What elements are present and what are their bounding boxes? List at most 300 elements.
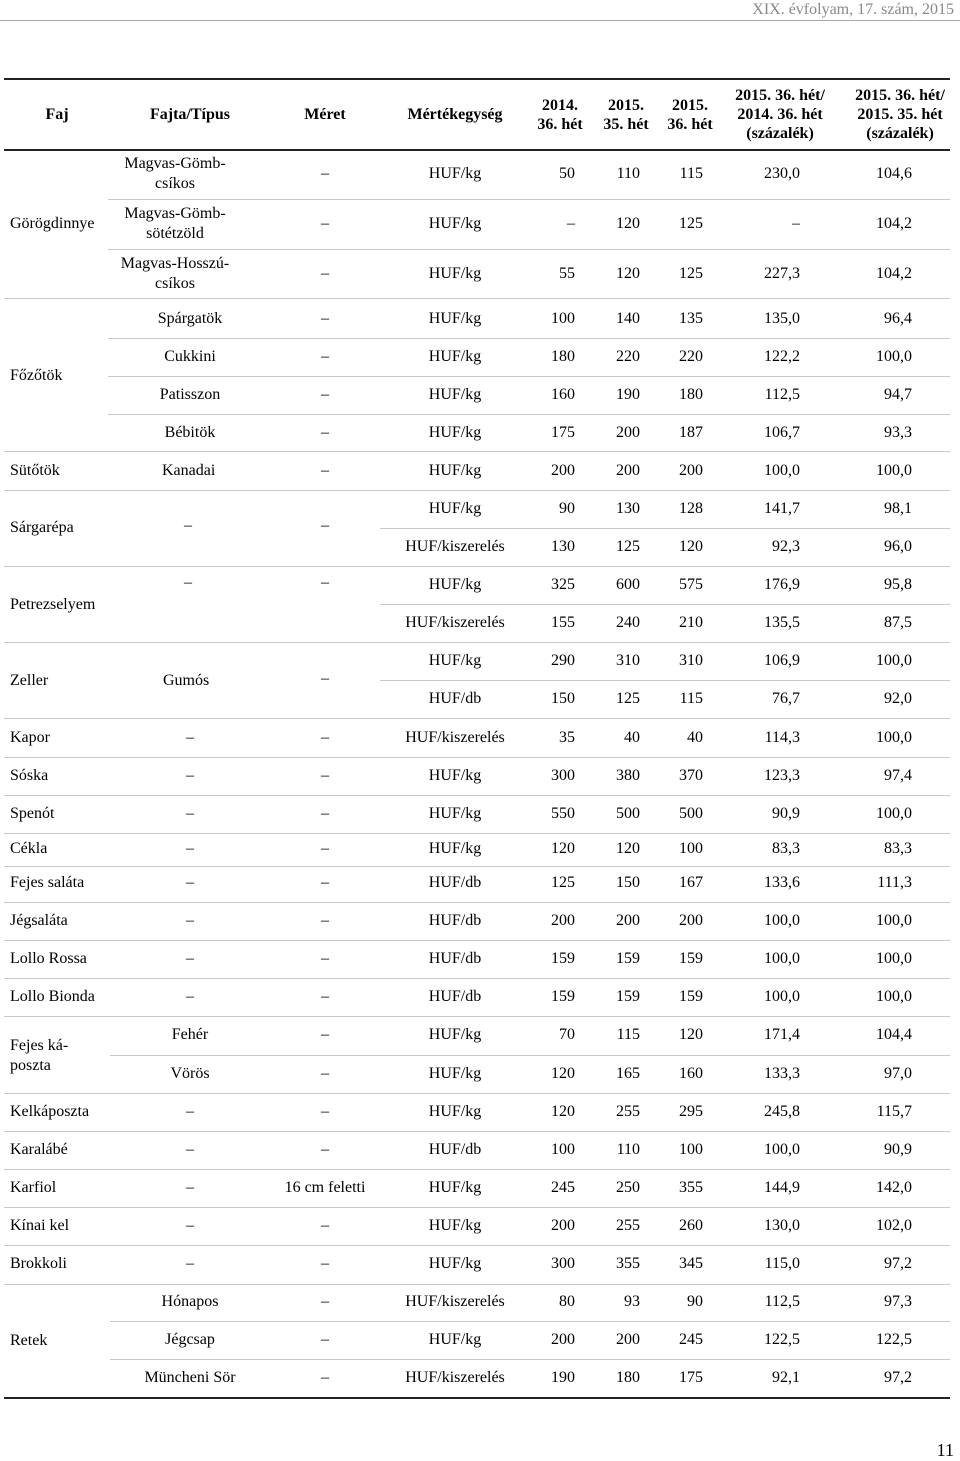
cell-p2: 100,0 [876, 729, 912, 746]
cell-size: – [321, 1255, 329, 1272]
cell-v1: 55 [559, 265, 575, 282]
cell-v3: 167 [679, 874, 703, 891]
cell-p1: 100,0 [764, 1141, 800, 1158]
cell-v2: 110 [616, 165, 640, 182]
cell-p1: 122,2 [764, 348, 800, 365]
cell-p1: 83,3 [772, 840, 800, 857]
cell-v2: 150 [616, 874, 640, 891]
cell-p2: 104,2 [876, 215, 912, 232]
cell-v3: 220 [679, 348, 703, 365]
header-w3-line1: 2015. [672, 97, 708, 114]
cell-unit: HUF/kg [428, 1217, 482, 1234]
header-rule [0, 20, 960, 21]
cell-v2: 40 [624, 729, 640, 746]
cell-unit: HUF/kg [428, 215, 482, 232]
cell-p1: 176,9 [764, 576, 800, 593]
cell-p1: 100,0 [764, 950, 800, 967]
cell-size: – [321, 165, 329, 182]
cell-unit: HUF/kg [428, 165, 482, 182]
cell-species: Sóska [10, 767, 49, 784]
species-fozotok: Főzőtök [10, 367, 63, 384]
cell-v3: 260 [679, 1217, 703, 1234]
cell-v1: 150 [551, 690, 575, 707]
cell-p2: 97,2 [884, 1369, 912, 1386]
cell-unit: HUF/db [428, 1141, 482, 1158]
cell-v2: 120 [616, 840, 640, 857]
cell-size: – [321, 1065, 329, 1082]
cell-size: – [321, 1141, 329, 1158]
cell-v1: 80 [559, 1293, 575, 1310]
cell-p1: – [792, 215, 800, 232]
cell-v3: 370 [679, 767, 703, 784]
cell-size: – [321, 310, 329, 327]
row-divider [108, 414, 950, 415]
cell-species: Lollo Bionda [10, 988, 95, 1005]
cell-p1: 100,0 [764, 462, 800, 479]
row-divider [4, 1245, 950, 1246]
cell-v3: 575 [679, 576, 703, 593]
cell-species: Lollo Rossa [10, 950, 87, 967]
cell-type: – [186, 805, 194, 822]
cell-v1: 50 [559, 165, 575, 182]
cell-p1: 123,3 [764, 767, 800, 784]
cell-p1: 133,3 [764, 1065, 800, 1082]
header-w1-line1: 2014. [542, 97, 578, 114]
cell-v2: 200 [616, 462, 640, 479]
cell-unit: HUF/kg [428, 576, 482, 593]
row-divider [110, 1055, 950, 1056]
cell-v3: 120 [679, 1026, 703, 1043]
cell-v3: 200 [679, 912, 703, 929]
cell-v1: 35 [559, 729, 575, 746]
cell-v2: 200 [616, 424, 640, 441]
row-divider [4, 642, 950, 643]
cell-type: Jégcsap [165, 1331, 215, 1348]
cell-p2: 96,0 [884, 538, 912, 555]
header-w2-line2: 35. hét [603, 116, 649, 133]
cell-v1: 159 [551, 950, 575, 967]
cell-unit: HUF/kg [428, 1331, 482, 1348]
cell-v1: 300 [551, 1255, 575, 1272]
cell-v2: 120 [616, 215, 640, 232]
cell-size: – [321, 988, 329, 1005]
cell-unit: HUF/kg [428, 265, 482, 282]
cell-size: – [321, 1331, 329, 1348]
cell-v3: 125 [679, 265, 703, 282]
cell-type: – [186, 874, 194, 891]
cell-v3: 345 [679, 1255, 703, 1272]
row-divider [110, 1321, 950, 1322]
row-divider [4, 795, 950, 796]
cell-v1: 200 [551, 912, 575, 929]
cell-unit: HUF/kg [428, 1065, 482, 1082]
cell-type: – [186, 1255, 194, 1272]
cell-species: Brokkoli [10, 1255, 67, 1272]
cell-v2: 500 [616, 805, 640, 822]
cell-unit: HUF/kg [428, 462, 482, 479]
cell-size: – [321, 386, 329, 403]
cell-type: – [186, 988, 194, 1005]
cell-v1: – [567, 215, 575, 232]
cell-unit: HUF/kg [428, 652, 482, 669]
cell-size: – [321, 215, 329, 232]
header-p1 [720, 86, 840, 143]
cell-v1: 70 [559, 1026, 575, 1043]
cell-p1: 230,0 [764, 165, 800, 182]
cell-v3: 90 [687, 1293, 703, 1310]
cell-size: – [321, 912, 329, 929]
cell-p1: 106,7 [764, 424, 800, 441]
type-gumos: Gumós [163, 672, 210, 689]
cell-v1: 175 [551, 424, 575, 441]
cell-size: – [321, 840, 329, 857]
cell-p1: 100,0 [764, 988, 800, 1005]
cell-unit: HUF/kiszerelés [405, 614, 505, 631]
cell-type: – [186, 1179, 194, 1196]
cell-p2: 100,0 [876, 988, 912, 1005]
cell-p2: 100,0 [876, 462, 912, 479]
header-w3-line2: 36. hét [667, 116, 713, 133]
dash: – [321, 574, 329, 591]
row-divider [4, 1093, 950, 1094]
row-divider [4, 978, 950, 979]
cell-p2: 96,4 [884, 310, 912, 327]
row-divider [108, 199, 950, 200]
cell-v3: 115 [679, 690, 703, 707]
cell-v1: 120 [551, 1103, 575, 1120]
species-line: poszta [10, 1057, 51, 1074]
cell-p2: 97,0 [884, 1065, 912, 1082]
cell-size: – [321, 950, 329, 967]
row-divider [4, 833, 950, 834]
cell-p2: 104,2 [876, 265, 912, 282]
cell-v1: 159 [551, 988, 575, 1005]
cell-v2: 255 [616, 1103, 640, 1120]
cell-v3: 159 [679, 950, 703, 967]
cell-p2: 97,2 [884, 1255, 912, 1272]
cell-p2: 122,5 [876, 1331, 912, 1348]
row-divider [4, 1284, 950, 1285]
type-line: Magvas-Gömb- [124, 205, 226, 222]
header-w1-line2: 36. hét [537, 116, 583, 133]
header-p2-line3: (százalék) [866, 125, 934, 142]
header-p2-line1: 2015. 36. hét/ [855, 87, 945, 104]
cell-p1: 112,5 [764, 1293, 800, 1310]
species-zeller: Zeller [10, 672, 49, 689]
cell-type: Fehér [171, 1026, 209, 1043]
dash: – [321, 517, 329, 534]
cell-type: Patisszon [159, 386, 221, 403]
cell-p2: 142,0 [876, 1179, 912, 1196]
cell-size: – [321, 767, 329, 784]
cell-p1: 245,8 [764, 1103, 800, 1120]
cell-unit: HUF/db [428, 690, 482, 707]
cell-type: Hónapos [161, 1293, 219, 1310]
cell-p2: 94,7 [884, 386, 912, 403]
row-divider [380, 604, 950, 605]
cell-p2: 100,0 [876, 950, 912, 967]
cell-species: Fejes saláta [10, 874, 85, 891]
row-divider [4, 1016, 950, 1017]
cell-v3: 40 [687, 729, 703, 746]
cell-v1: 120 [551, 840, 575, 857]
cell-type: – [186, 729, 194, 746]
cell-p2: 111,3 [877, 874, 912, 891]
cell-size: – [321, 265, 329, 282]
cell-v1: 300 [551, 767, 575, 784]
species-sargarepa: Sárgarépa [10, 519, 74, 536]
cell-type: Bébitök [164, 424, 216, 441]
row-divider [4, 757, 950, 758]
cell-p2: 90,9 [884, 1141, 912, 1158]
type-line: Magvas-Hosszú- [120, 255, 230, 272]
cell-species: Karfiol [10, 1179, 57, 1196]
cell-v2: 93 [624, 1293, 640, 1310]
cell-size: – [321, 1026, 329, 1043]
dash: – [321, 670, 329, 687]
cell-p1: 114,3 [764, 729, 800, 746]
cell-p1: 92,3 [772, 538, 800, 555]
running-head: XIX. évfolyam, 17. szám, 2015 [752, 1, 954, 18]
cell-v2: 125 [616, 538, 640, 555]
cell-species: Kapor [10, 729, 50, 746]
cell-unit: HUF/kg [428, 767, 482, 784]
cell-v1: 100 [551, 310, 575, 327]
cell-p2: 100,0 [876, 805, 912, 822]
cell-v2: 250 [616, 1179, 640, 1196]
cell-v3: 100 [679, 840, 703, 857]
row-divider [4, 1207, 950, 1208]
cell-p1: 133,6 [764, 874, 800, 891]
cell-p1: 144,9 [764, 1179, 800, 1196]
cell-v2: 310 [616, 652, 640, 669]
cell-p2: 100,0 [876, 652, 912, 669]
cell-unit: HUF/kg [428, 424, 482, 441]
cell-v2: 110 [616, 1141, 640, 1158]
row-divider [110, 1359, 950, 1360]
cell-v2: 200 [616, 1331, 640, 1348]
cell-type: – [186, 912, 194, 929]
cell-unit: HUF/kiszerelés [405, 1369, 505, 1386]
cell-v3: 115 [679, 165, 703, 182]
row-divider [108, 376, 950, 377]
cell-v2: 190 [616, 386, 640, 403]
type-line: sötétzöld [146, 225, 204, 242]
cell-v3: 245 [679, 1331, 703, 1348]
cell-species: Karalábé [10, 1141, 68, 1158]
species-line: Fejes ká- [10, 1037, 69, 1054]
cell-p2: 104,4 [876, 1026, 912, 1043]
cell-unit: HUF/kg [428, 805, 482, 822]
cell-v2: 159 [616, 950, 640, 967]
cell-v3: 135 [679, 310, 703, 327]
row-divider [4, 566, 950, 567]
cell-p1: 112,5 [764, 386, 800, 403]
cell-v3: 180 [679, 386, 703, 403]
header-w2 [596, 96, 656, 134]
cell-v3: 160 [679, 1065, 703, 1082]
cell-p1: 130,0 [764, 1217, 800, 1234]
cell-p2: 93,3 [884, 424, 912, 441]
cell-v2: 355 [616, 1255, 640, 1272]
cell-unit: HUF/kg [428, 1255, 482, 1272]
cell-v3: 500 [679, 805, 703, 822]
cell-species: Sütőtök [10, 462, 60, 479]
row-divider [4, 1169, 950, 1170]
type-line: csíkos [155, 275, 195, 292]
cell-p2: 87,5 [884, 614, 912, 631]
cell-v1: 155 [551, 614, 575, 631]
cell-size: – [321, 1369, 329, 1386]
species-gorogdinnye: Görögdinnye [10, 215, 95, 232]
cell-p1: 76,7 [772, 690, 800, 707]
cell-unit: HUF/kiszerelés [405, 538, 505, 555]
cell-v3: 187 [679, 424, 703, 441]
cell-unit: HUF/db [428, 874, 482, 891]
cell-size: – [321, 1217, 329, 1234]
cell-v3: 100 [679, 1141, 703, 1158]
cell-type: Vörös [170, 1065, 210, 1082]
cell-species: Spenót [10, 805, 55, 822]
row-divider [4, 866, 950, 867]
header-meret: Méret [304, 106, 346, 123]
cell-v1: 290 [551, 652, 575, 669]
cell-v2: 200 [616, 912, 640, 929]
cell-species: Kelkáposzta [10, 1103, 90, 1120]
header-faj: Faj [45, 106, 69, 123]
header-p1-line1: 2015. 36. hét/ [735, 87, 825, 104]
cell-type: Cukkini [164, 348, 216, 365]
cell-v2: 159 [616, 988, 640, 1005]
cell-v1: 200 [551, 1217, 575, 1234]
cell-v3: 310 [679, 652, 703, 669]
cell-v1: 90 [559, 500, 575, 517]
dash: – [184, 517, 192, 534]
type-magvas-hosszu-csikos [120, 254, 230, 294]
row-divider [4, 298, 950, 299]
cell-type: – [186, 767, 194, 784]
cell-p1: 100,0 [764, 912, 800, 929]
cell-v2: 115 [616, 1026, 640, 1043]
cell-p1: 106,9 [764, 652, 800, 669]
cell-v2: 380 [616, 767, 640, 784]
page-number: 11 [936, 1440, 954, 1460]
cell-unit: HUF/kg [428, 500, 482, 517]
cell-v1: 200 [551, 462, 575, 479]
cell-v1: 180 [551, 348, 575, 365]
cell-p2: 98,1 [884, 500, 912, 517]
cell-v3: 128 [679, 500, 703, 517]
cell-size: – [321, 348, 329, 365]
cell-unit: HUF/kg [428, 840, 482, 857]
cell-type: – [186, 840, 194, 857]
cell-unit: HUF/kg [428, 1103, 482, 1120]
table-bottom-rule [4, 1397, 950, 1399]
cell-v1: 245 [551, 1179, 575, 1196]
header-w2-line1: 2015. [608, 97, 644, 114]
cell-v1: 190 [551, 1369, 575, 1386]
cell-v2: 255 [616, 1217, 640, 1234]
cell-v3: 159 [679, 988, 703, 1005]
cell-v2: 600 [616, 576, 640, 593]
cell-type: – [186, 1217, 194, 1234]
row-divider [4, 451, 950, 452]
table-top-rule [4, 78, 950, 80]
header-p1-line3: (százalék) [746, 125, 814, 142]
cell-species: Cékla [10, 840, 48, 857]
cell-v1: 550 [551, 805, 575, 822]
cell-v1: 200 [551, 1331, 575, 1348]
cell-p2: 102,0 [876, 1217, 912, 1234]
cell-type: Spárgatök [157, 310, 223, 327]
cell-size: – [321, 729, 329, 746]
cell-species: Kínai kel [10, 1217, 70, 1234]
cell-p2: 100,0 [876, 348, 912, 365]
cell-p2: 92,0 [884, 690, 912, 707]
header-p2-line2: 2015. 35. hét [857, 106, 943, 123]
cell-size: 16 cm feletti [284, 1179, 366, 1196]
cell-v2: 240 [616, 614, 640, 631]
cell-unit: HUF/db [428, 950, 482, 967]
cell-p2: 97,3 [884, 1293, 912, 1310]
cell-p1: 122,5 [764, 1331, 800, 1348]
cell-unit: HUF/kg [428, 386, 482, 403]
species-retek: Retek [10, 1332, 48, 1349]
cell-v3: 210 [679, 614, 703, 631]
dash: – [184, 574, 192, 591]
cell-unit: HUF/kg [428, 310, 482, 327]
cell-v1: 100 [551, 1141, 575, 1158]
cell-size: – [321, 462, 329, 479]
cell-p2: 95,8 [884, 576, 912, 593]
cell-v3: 355 [679, 1179, 703, 1196]
cell-unit: HUF/kiszerelés [405, 729, 505, 746]
cell-v3: 125 [679, 215, 703, 232]
cell-v3: 295 [679, 1103, 703, 1120]
cell-unit: HUF/kg [428, 1026, 482, 1043]
cell-size: – [321, 424, 329, 441]
type-line: csíkos [155, 175, 195, 192]
cell-p2: 83,3 [884, 840, 912, 857]
header-bottom-rule [4, 149, 950, 151]
cell-v2: 120 [616, 265, 640, 282]
header-w3 [660, 96, 720, 134]
cell-species: Jégsaláta [10, 912, 68, 929]
cell-p2: 115,7 [876, 1103, 912, 1120]
row-divider [4, 940, 950, 941]
cell-size: – [321, 1293, 329, 1310]
cell-v3: 120 [679, 538, 703, 555]
cell-v2: 220 [616, 348, 640, 365]
header-p2 [842, 86, 958, 143]
header-p1-line2: 2014. 36. hét [737, 106, 823, 123]
cell-p1: 90,9 [772, 805, 800, 822]
type-magvas-gomb-sotetzold [120, 204, 230, 244]
cell-type: Kanadai [162, 462, 216, 479]
header-fajta: Fajta/Típus [149, 106, 230, 123]
cell-p1: 115,0 [764, 1255, 800, 1272]
cell-type: – [186, 1141, 194, 1158]
species-fejes-kaposzta [10, 1036, 68, 1076]
cell-v2: 165 [616, 1065, 640, 1082]
cell-type: – [186, 950, 194, 967]
cell-type: – [186, 1103, 194, 1120]
cell-unit: HUF/kiszerelés [405, 1293, 505, 1310]
cell-p1: 135,0 [764, 310, 800, 327]
cell-v3: 175 [679, 1369, 703, 1386]
cell-p2: 100,0 [876, 912, 912, 929]
cell-v2: 140 [616, 310, 640, 327]
